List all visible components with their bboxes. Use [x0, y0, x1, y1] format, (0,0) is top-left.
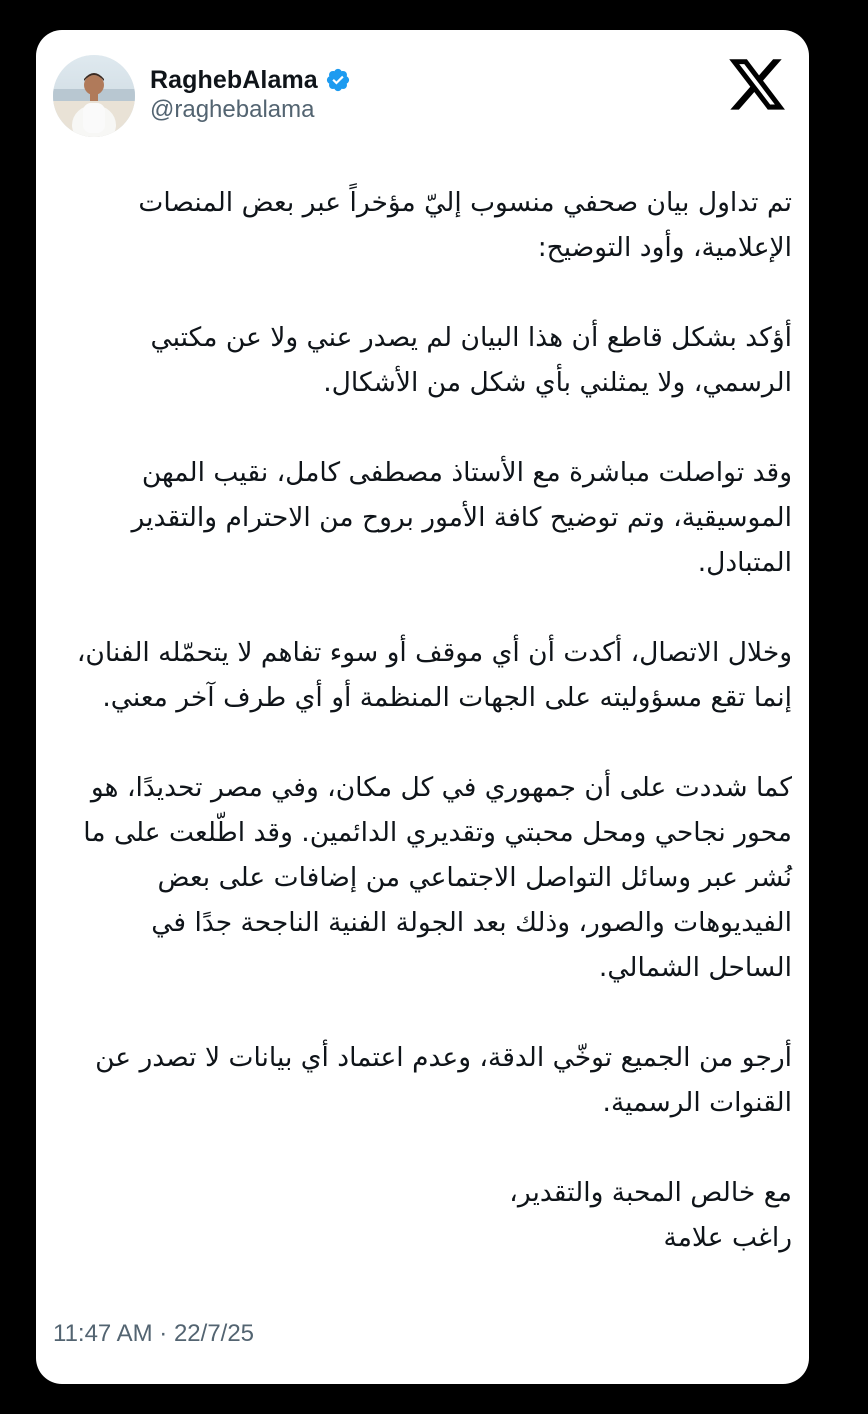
author-name-row — [150, 64, 351, 96]
author-handle[interactable]: @raghebalama — [150, 96, 315, 123]
tweet-paragraph: أرجو من الجميع توخّي الدقة، وعدم اعتماد أي بيانات لا تصدر عن القنوات الرسمية. — [95, 1042, 792, 1118]
tweet-text — [66, 180, 792, 1260]
verified-badge-icon — [325, 67, 351, 93]
tweet-timestamp[interactable]: 11:47 AM · 22/7/25 — [53, 1320, 255, 1347]
x-logo-icon[interactable] — [726, 58, 788, 116]
display-name[interactable]: RaghebAlama — [150, 65, 318, 94]
tweet-card — [36, 30, 809, 1384]
tweet-closing — [66, 1170, 792, 1260]
closing-line: مع خالص المحبة والتقدير، — [509, 1177, 792, 1208]
tweet-paragraph: أؤكد بشكل قاطع أن هذا البيان لم يصدر عني ولا عن مكتبي الرسمي، ولا يمثلني بأي شكل من الأشكال. — [150, 322, 792, 398]
tweet-paragraph: وخلال الاتصال، أكدت أن أي موقف أو سوء تفاهم لا يتحمّله الفنان، إنما تقع مسؤوليته على الجهات المنظمة أو أي طرف آخر معني. — [76, 637, 792, 713]
avatar[interactable] — [53, 55, 135, 137]
signature: راغب علامة — [663, 1222, 792, 1253]
profile-photo — [53, 55, 135, 137]
tweet-paragraph: وقد تواصلت مباشرة مع الأستاذ مصطفى كامل، نقيب المهن الموسيقية، وتم توضيح كافة الأمور بروح من الاحترام والتقدير المتبادل. — [131, 457, 792, 578]
tweet-paragraph: كما شددت على أن جمهوري في كل مكان، وفي مصر تحديدًا، هو محور نجاحي ومحل محبتي وتقديري الدائمين. وقد اطّلعت على ما نُشر عبر وسائل التواصل الاجتماعي من إضافات على بعض الفيديوهات والصور، وذلك بعد الجولة الفنية الناجحة جدًا في الساحل الشمالي. — [83, 772, 792, 983]
tweet-paragraph: تم تداول بيان صحفي منسوب إليّ مؤخراً عبر بعض المنصات الإعلامية، وأود التوضيح: — [138, 187, 792, 263]
tweet-header — [36, 30, 809, 170]
